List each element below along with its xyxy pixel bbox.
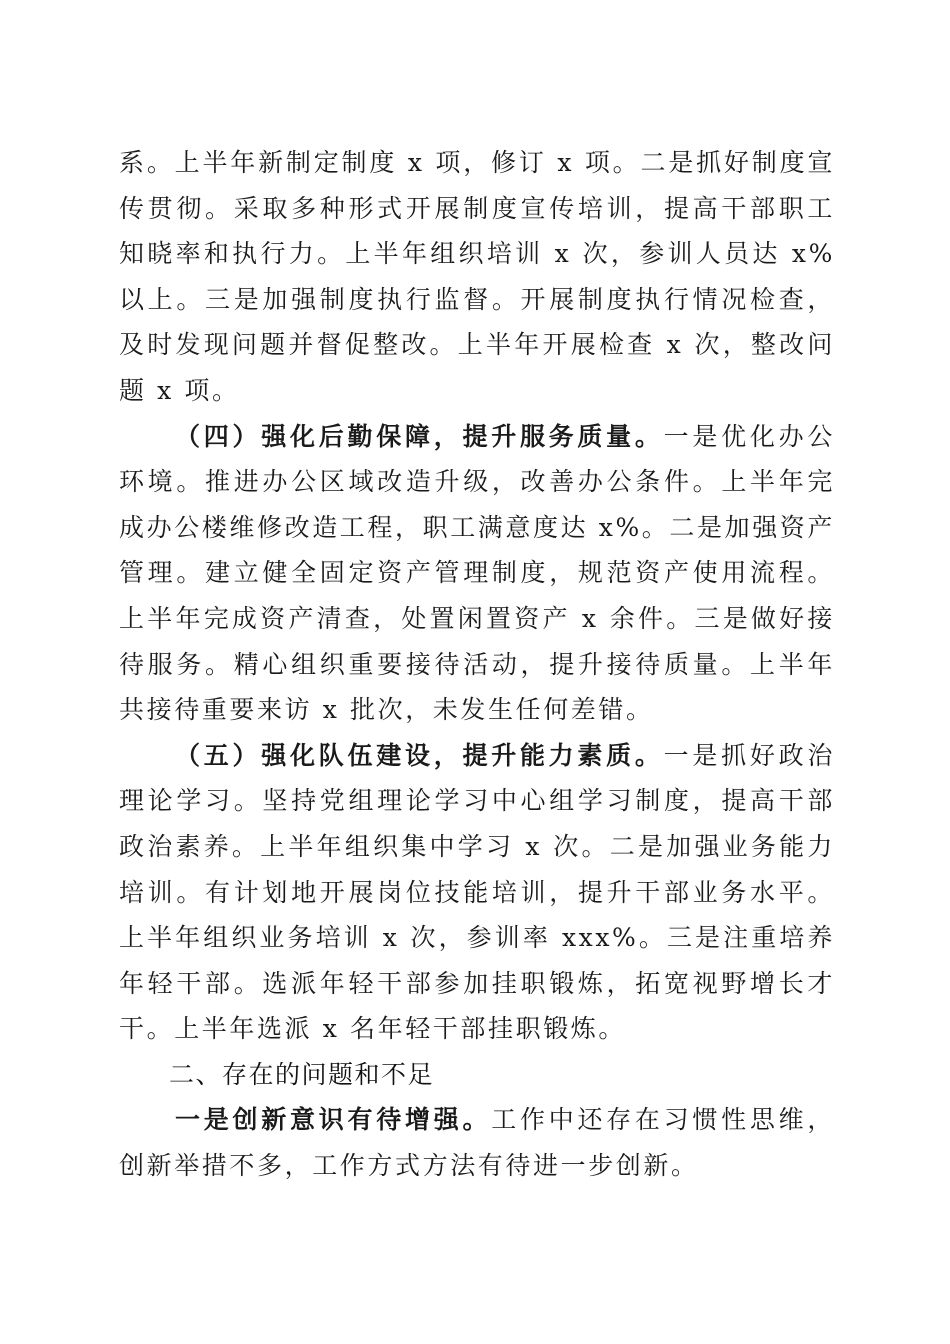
paragraph-problem-1 <box>119 1097 835 1188</box>
section-5-body: 一是抓好政治理论学习。坚持党组理论学习中心组学习制度，提高干部政治素养。上半年组织集中学习 x 次。二是加强业务能力培训。有计划地开展岗位技能培训，提升干部业务水平。上半年组织业务培训 x 次，参训率 xxx%。三是注重培养年轻干部。选派年轻干部参加挂职锻炼，拓宽视野增长才干。上半年选派 x 名年轻干部挂职锻炼。 <box>119 740 835 1044</box>
paragraph-continued: 系。上半年新制定制度 x 项，修订 x 项。二是抓好制度宣传贯彻。采取多种形式开展制度宣传培训，提高干部职工知晓率和执行力。上半年组织培训 x 次，参训人员达 x%以上。三是加强制度执行监督。开展制度执行情况检查，及时发现问题并督促整改。上半年开展检查 x 次，整改问题 x 项。 <box>119 148 835 405</box>
problem-1-body: 工作中还存在习惯性思维，创新举措不多，工作方式方法有待进一步创新。 <box>119 1105 835 1181</box>
section-5-lead: （五）强化队伍建设，提升能力素质。 <box>175 740 664 770</box>
paragraph-section-4 <box>119 414 835 733</box>
problem-1-lead: 一是创新意识有待增强。 <box>175 1105 492 1135</box>
section-4-lead: （四）强化后勤保障，提升服务质量。 <box>175 421 664 451</box>
heading-problems: 二、存在的问题和不足 <box>169 1059 435 1089</box>
section-4-body: 一是优化办公环境。推进办公区域改造升级，改善办公条件。上半年完成办公楼维修改造工程，职工满意度达 x%。二是加强资产管理。建立健全固定资产管理制度，规范资产使用流程。上半年完成资产清查，处置闲置资产 x 余件。三是做好接待服务。精心组织重要接待活动，提升接待质量。上半年共接待重要来访 x 批次，未发生任何差错。 <box>119 421 836 725</box>
document-body <box>119 140 835 1189</box>
paragraph-section-5 <box>119 733 835 1052</box>
